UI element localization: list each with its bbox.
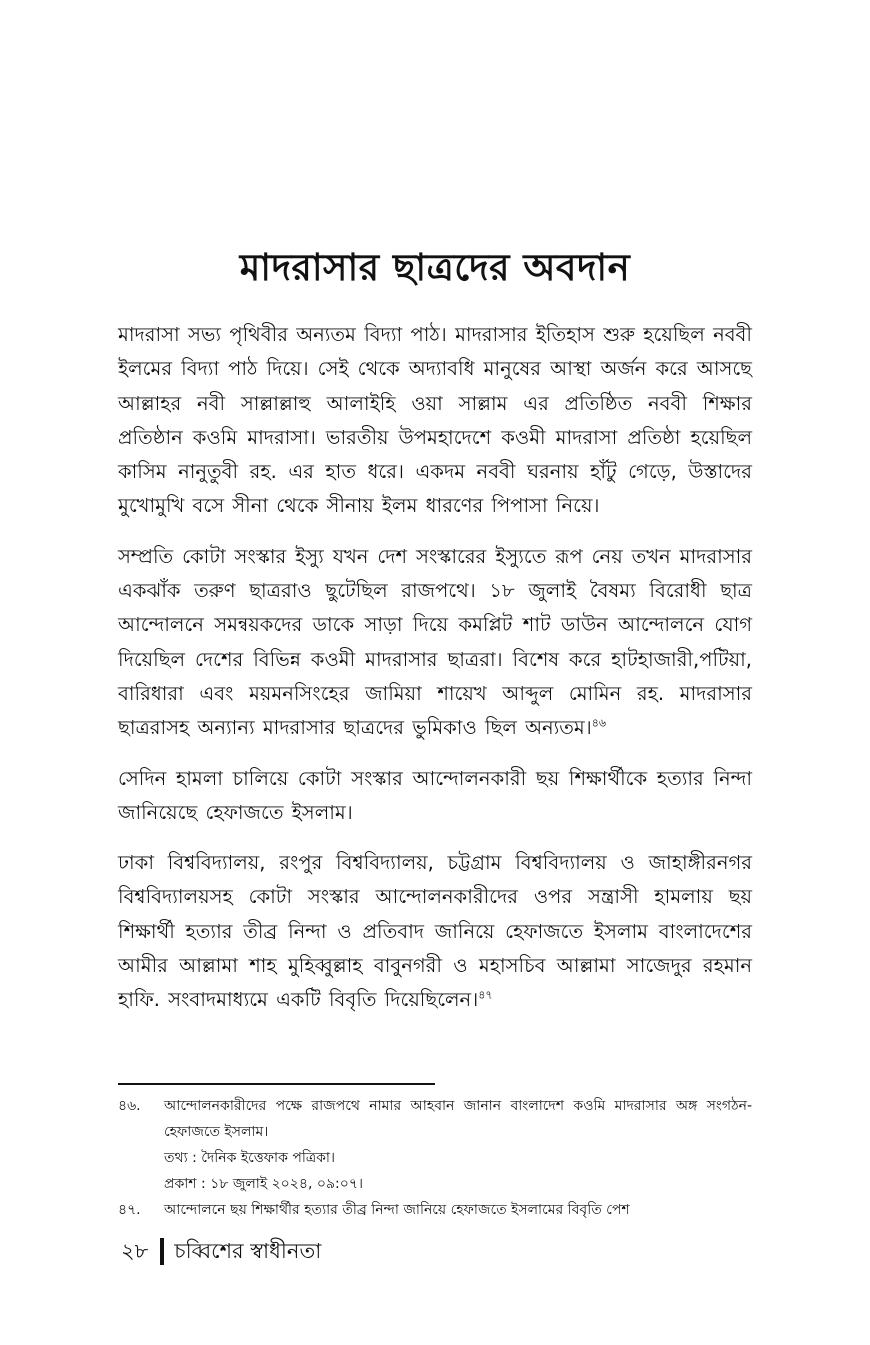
paragraph-text: সম্প্রতি কোটা সংস্কার ইস্যু যখন দেশ সংস্কারের ইস্যুতে রূপ নেয় তখন মাদরাসার একঝাঁক তরুণ ছাত্ররাও ছুটেছিল রাজপথে। ১৮ জুলাই বৈষম্য বিরোধী ছাত্র আন্দোলনে সমন্বয়কদের ডাকে সাড়া দিয়ে কমপ্লিট শাট ডাউন আন্দোলনে যোগ দিয়েছিল দেশের বিভিন্ন কওমী মাদরাসার ছাত্ররা। বিশেষ করে হাটহাজারী,পটিয়া, বারিধারা এবং ময়মনসিংহের জামিয়া শায়েখ আব্দুল মোমিন রহ. মাদরাসার ছাত্ররাসহ অন্যান্য মাদরাসার ছাত্রদের ভুমিকাও ছিল অন্যতম। — [118, 544, 752, 740]
page-title: মাদরাসার ছাত্রদের অবদান — [239, 246, 631, 289]
footnote-line: আন্দোলনে ছয় শিক্ষার্থীর হত্যার তীব্র নিন্দা জানিয়ে হেফাজতে ইসলামের বিবৃতি পেশ — [164, 1202, 630, 1218]
body-text — [118, 318, 752, 1034]
footnote-source: তথ্য : দৈনিক ইত্তেফাক পত্রিকা। — [164, 1150, 335, 1166]
paragraph-text: ঢাকা বিশ্ববিদ্যালয়, রংপুর বিশ্ববিদ্যালয়, চট্টগ্রাম বিশ্ববিদ্যালয় ও জাহাঙ্গীরনগর বিশ্ববিদ্যালয়সহ কোটা সংস্কার আন্দোলনকারীদের ওপর সন্ত্রাসী হামলায় ছয় শিক্ষার্থী হত্যার তীব্র নিন্দা ও প্রতিবাদ জানিয়ে হেফাজতে ইসলাম বাংলাদেশের আমীর আল্লামা শাহ মুহিব্বুল্লাহ বাবুনগরী ও মহাসচিব আল্লামা সাজেদুর রহমান হাফি. সংবাদমাধ্যমে একটি বিবৃতি দিয়েছিলেন। — [118, 851, 752, 1012]
footnote-date: প্রকাশ : ১৮ জুলাই ২০২৪, ০৯:০৭। — [164, 1176, 363, 1192]
paragraph — [118, 318, 752, 524]
paragraph-text: সেদিন হামলা চালিয়ে কোটা সংস্কার আন্দোলনকারী ছয় শিক্ষার্থীকে হত্যার নিন্দা জানিয়েছে হেফাজতে ইসলাম। — [118, 766, 752, 824]
footnote-46 — [118, 1093, 752, 1197]
footnote-ref-47[interactable]: ৪৭ — [478, 988, 493, 1002]
paragraph-text: মাদরাসা সভ্য পৃথিবীর অন্যতম বিদ্যা পাঠ। মাদরাসার ইতিহাস শুরু হয়েছিল নববী ইলমের বিদ্যা পাঠ দিয়ে। সেই থেকে অদ্যাবধি মানুষের আস্থা অর্জন করে আসছে আল্লাহর নবী সাল্লাল্লাহু আলাইহি ওয়া সাল্লাম এর প্রতিষ্ঠিত নববী শিক্ষার প্রতিষ্ঠান কওমি মাদরাসা। ভারতীয় উপমহাদেশে কওমী মাদরাসা প্রতিষ্ঠা হয়েছিল কাসিম নানুতুবী রহ. এর হাত ধরে। একদম নববী ঘরনায় হাঁটু গেড়ে, উস্তাদের মুখোমুখি বসে সীনা থেকে সীনায় ইলম ধারণের পিপাসা নিয়ে। — [118, 323, 752, 518]
footnote-body — [164, 1197, 752, 1223]
paragraph — [118, 540, 752, 746]
footnote-divider — [118, 1083, 435, 1085]
footnote-number: ৪৬. — [118, 1098, 141, 1114]
footnote-body — [164, 1093, 752, 1197]
footer-separator — [160, 1238, 164, 1265]
footnote-47 — [118, 1197, 752, 1223]
page-number: ২৮ — [121, 1239, 149, 1263]
paragraph — [118, 846, 752, 1017]
footnotes — [118, 1093, 752, 1223]
paragraph — [118, 762, 752, 831]
footnote-line: আন্দোলনকারীদের পক্ষে রাজপথে নামার আহবান জানান বাংলাদেশ কওমি মাদরাসার অঙ্গ সংগঠন-হেফাজতে ইসলাম। — [164, 1098, 752, 1140]
footnote-ref-46[interactable]: ৪৬ — [591, 716, 607, 730]
running-title: চব্বিশের স্বাধীনতা — [174, 1239, 322, 1263]
page-footer — [121, 1233, 321, 1269]
footnote-number: ৪৭. — [118, 1202, 141, 1218]
